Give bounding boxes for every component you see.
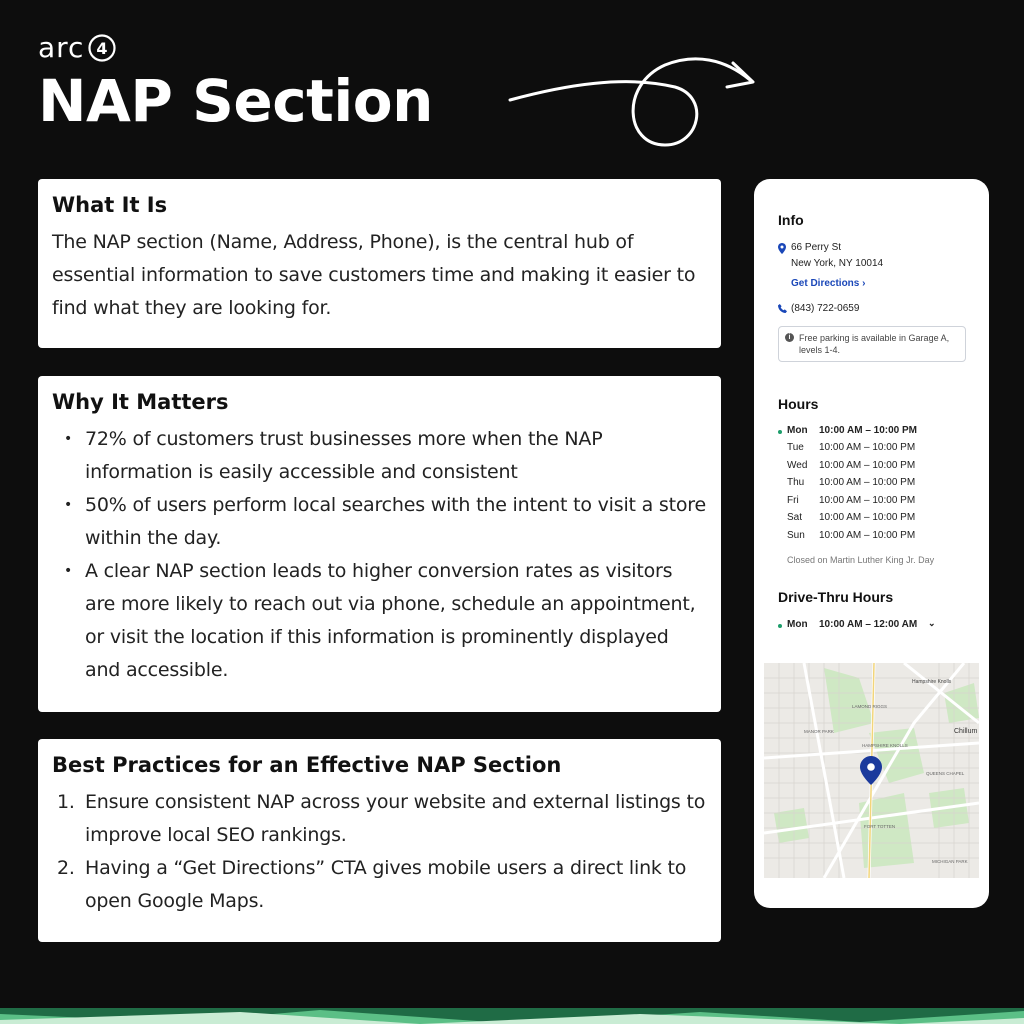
map-label: Hampshire Knolls <box>912 679 952 685</box>
phone-icon <box>778 304 787 313</box>
why-list-item: • 72% of customers trust businesses more when the NAP information is easily accessible and consistent <box>52 423 707 489</box>
why-heading: Why It Matters <box>52 390 229 414</box>
best-item-text: Ensure consistent NAP across your website and external listings to improve local SEO rankings. <box>85 791 706 847</box>
address-line-2: New York, NY 10014 <box>791 258 884 269</box>
hours-day: Tue <box>787 442 804 453</box>
hours-time: 10:00 AM – 10:00 PM <box>819 442 916 453</box>
why-list-item: • 50% of users perform local searches with the intent to visit a store within the day. <box>52 489 707 555</box>
chevron-down-icon: ⌄ <box>928 618 936 628</box>
brand-logo <box>38 31 116 64</box>
hours-day: Wed <box>787 460 808 471</box>
parking-notice <box>778 326 966 362</box>
list-number: 2. <box>57 857 75 880</box>
what-body: The NAP section (Name, Address, Phone), is the central hub of essential information to save customers time and making it easier to find what they are looking for. <box>52 231 696 320</box>
hours-time: 10:00 AM – 10:00 PM <box>819 477 916 488</box>
location-map[interactable] <box>764 663 979 878</box>
get-directions-label: Get Directions <box>791 278 860 289</box>
decorative-loop-arrow-icon <box>505 45 765 155</box>
arc-logo-icon <box>88 34 116 62</box>
parking-notice-text: Free parking is available in Garage A, levels 1-4. <box>799 333 950 355</box>
hours-time: 10:00 AM – 10:00 PM <box>819 495 916 506</box>
location-pin-icon <box>778 243 786 254</box>
arc-logo-glyph: 4 <box>96 39 109 58</box>
info-heading: Info <box>778 212 804 228</box>
get-directions-link[interactable] <box>791 276 865 292</box>
map-label: Chillum <box>954 728 978 735</box>
hours-time: 10:00 AM – 10:00 PM <box>819 425 918 436</box>
map-label: HAMPSHIRE KNOLLS <box>862 743 908 748</box>
page-title: NAP Section <box>38 67 433 135</box>
phone-mockup <box>754 179 989 908</box>
hours-time: 10:00 AM – 10:00 PM <box>819 460 916 471</box>
map-label: MANOR PARK <box>804 729 834 734</box>
hours-day: Fri <box>787 495 799 506</box>
hours-day: Sat <box>787 512 803 523</box>
best-list-item <box>52 786 707 852</box>
map-label: LAMOND RIGGS <box>852 704 888 709</box>
bottom-decorative-band <box>0 1008 1024 1024</box>
what-heading: What It Is <box>52 193 168 217</box>
map-label: QUEENS CHAPEL <box>926 771 965 776</box>
chevron-right-icon: › <box>862 278 866 289</box>
info-icon: i <box>785 333 794 342</box>
best-practices-card <box>38 739 721 942</box>
hours-day: Thu <box>787 477 805 488</box>
hours-time: 10:00 AM – 10:00 PM <box>819 530 916 541</box>
why-list-item: • A clear NAP section leads to higher conversion rates as visitors are more likely to reach out via phone, schedule an appointment, or visit the location if this information is prominently displayed and accessible. <box>52 555 707 687</box>
drive-thru-heading: Drive-Thru Hours <box>778 589 894 605</box>
best-list-item <box>52 852 707 918</box>
best-item-text: Having a “Get Directions” CTA gives mobile users a direct link to open Google Maps. <box>85 857 687 913</box>
why-list <box>52 423 707 687</box>
what-it-is-card <box>38 179 721 348</box>
why-it-matters-card <box>38 376 721 712</box>
hours-time: 10:00 AM – 10:00 PM <box>819 512 916 523</box>
hours-day: Sun <box>787 530 805 541</box>
map-label: FORT TOTTEN <box>864 824 896 829</box>
drive-thru-row[interactable] <box>778 619 968 635</box>
best-heading: Best Practices for an Effective NAP Section <box>52 753 562 777</box>
address-line-1: 66 Perry St <box>791 242 842 253</box>
map-label: MICHIGAN PARK <box>932 859 968 864</box>
list-number: 1. <box>57 791 75 814</box>
closed-note: Closed on Martin Luther King Jr. Day <box>787 555 935 565</box>
hours-heading: Hours <box>778 396 819 412</box>
brand-name: arc <box>38 31 85 64</box>
phone-number[interactable]: (843) 722-0659 <box>791 303 860 314</box>
drive-thru-day: Mon <box>787 619 808 630</box>
best-list <box>52 786 707 918</box>
hours-day: Mon <box>787 425 808 436</box>
drive-thru-time: 10:00 AM – 12:00 AM <box>819 619 918 630</box>
